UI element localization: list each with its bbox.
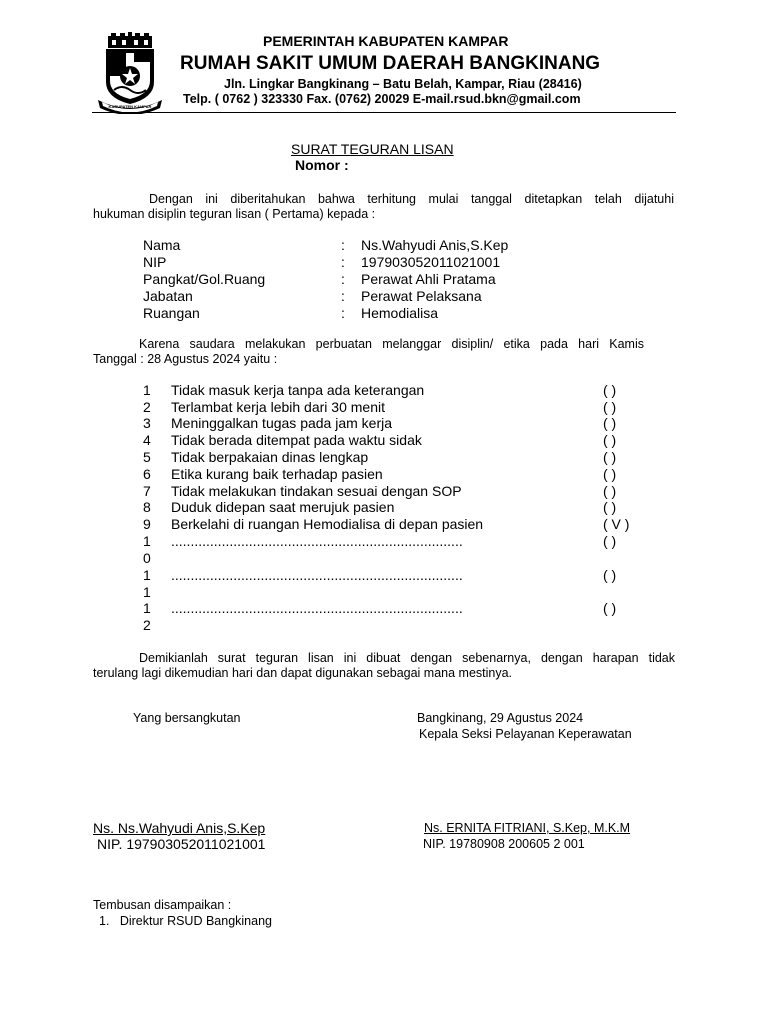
- cc-label: Tembusan disampaikan :: [93, 898, 232, 912]
- violation-text: Meninggalkan tugas pada jam kerja: [171, 415, 393, 431]
- left-signatory-nip: NIP. 197903052011021001: [97, 836, 266, 852]
- intro-line-1: Dengan ini diberitahukan bahwa terhitung mulai tanggal ditetapkan telah dijatuhi: [149, 192, 674, 206]
- cc-item: 1. Direktur RSUD Bangkinang: [99, 914, 272, 928]
- violation-blank: ...........................................................................: [171, 600, 463, 616]
- violation-number: 3: [143, 415, 151, 431]
- violation-text: Etika kurang baik terhadap pasien: [171, 466, 383, 482]
- identity-value-pangkat: Perawat Ahli Pratama: [361, 271, 496, 287]
- letter-number-label: Nomor :: [295, 157, 349, 173]
- violation-blank: ...........................................................................: [171, 533, 463, 549]
- violation-number: 8: [143, 499, 151, 515]
- violation-checkbox: ( ): [603, 466, 617, 482]
- identity-label-jabatan: Jabatan: [143, 288, 193, 304]
- header-rule: [92, 112, 676, 113]
- hospital-contact: Telp. ( 0762 ) 323330 Fax. (0762) 20029 E-mail.rsud.bkn@gmail.com: [183, 92, 581, 106]
- identity-label-ruangan: Ruangan: [143, 305, 200, 321]
- logo-banner-text: KABUPATEN KAMPAR: [108, 104, 152, 109]
- violation-checkbox: ( ): [603, 415, 617, 431]
- violation-checkbox: ( ): [603, 567, 617, 583]
- right-signatory-name: Ns. ERNITA FITRIANI, S.Kep, M.K.M: [424, 821, 631, 835]
- letter-title: SURAT TEGURAN LISAN: [291, 141, 454, 157]
- violation-checkbox: ( ): [603, 483, 617, 499]
- violation-checkbox: ( ): [603, 600, 617, 616]
- left-signatory-name: Ns. Ns.Wahyudi Anis,S.Kep: [93, 820, 266, 836]
- violation-number: 4: [143, 432, 151, 448]
- government-name: PEMERINTAH KABUPATEN KAMPAR: [263, 33, 509, 49]
- kampar-logo: [96, 32, 164, 114]
- right-signature-date: Bangkinang, 29 Agustus 2024: [417, 711, 584, 725]
- violation-number: 10: [143, 533, 151, 566]
- hospital-name: RUMAH SAKIT UMUM DAERAH BANGKINANG: [180, 53, 601, 74]
- right-signatory-nip: NIP. 19780908 200605 2 001: [423, 837, 585, 851]
- violation-checkbox: ( ): [603, 449, 617, 465]
- intro-line-2: hukuman disiplin teguran lisan ( Pertama) kepada :: [93, 207, 376, 221]
- violation-text: Tidak masuk kerja tanpa ada keterangan: [171, 382, 425, 398]
- violation-text: Berkelahi di ruangan Hemodialisa di depan pasien: [171, 516, 484, 532]
- identity-sep: :: [341, 288, 345, 304]
- identity-sep: :: [341, 271, 345, 287]
- closing-line-1: Demikianlah surat teguran lisan ini dibuat dengan sebenarnya, dengan harapan tidak: [139, 651, 675, 665]
- violation-number: 9: [143, 516, 151, 532]
- violation-number: 5: [143, 449, 151, 465]
- violation-number: 12: [143, 600, 151, 633]
- violation-checkbox: ( ): [603, 382, 617, 398]
- violation-checkbox: ( ): [603, 432, 617, 448]
- hospital-address: Jln. Lingkar Bangkinang – Batu Belah, Kampar, Riau (28416): [224, 77, 582, 91]
- reason-line-1: Karena saudara melakukan perbuatan melanggar disiplin/ etika pada hari Kamis: [139, 337, 644, 351]
- violation-text: Tidak berada ditempat pada waktu sidak: [171, 432, 422, 448]
- identity-sep: :: [341, 305, 345, 321]
- identity-label-pangkat: Pangkat/Gol.Ruang: [143, 271, 266, 287]
- identity-value-jabatan: Perawat Pelaksana: [361, 288, 482, 304]
- violation-text: Duduk didepan saat merujuk pasien: [171, 499, 395, 515]
- violation-number: 1: [143, 382, 151, 398]
- violation-checkbox-checked: ( V ): [603, 516, 630, 532]
- violation-text: Tidak melakukan tindakan sesuai dengan SOP: [171, 483, 462, 499]
- violation-blank: ...........................................................................: [171, 567, 463, 583]
- violation-number: 11: [143, 567, 151, 600]
- identity-label-nama: Nama: [143, 237, 181, 253]
- violation-text: Tidak berpakaian dinas lengkap: [171, 449, 369, 465]
- violation-checkbox: ( ): [603, 399, 617, 415]
- violation-number: 6: [143, 466, 151, 482]
- identity-value-nip: 197903052011021001: [361, 254, 501, 270]
- left-signature-title: Yang bersangkutan: [133, 711, 241, 725]
- violation-text: Terlambat kerja lebih dari 30 menit: [171, 399, 385, 415]
- reason-line-2: Tanggal : 28 Agustus 2024 yaitu :: [93, 352, 278, 366]
- identity-label-nip: NIP: [143, 254, 167, 270]
- identity-sep: :: [341, 254, 345, 270]
- identity-value-nama: Ns.Wahyudi Anis,S.Kep: [361, 237, 509, 253]
- closing-line-2: terulang lagi dikemudian hari dan dapat digunakan sebagai mana mestinya.: [93, 666, 513, 680]
- violation-checkbox: ( ): [603, 533, 617, 549]
- identity-sep: :: [341, 237, 345, 253]
- violation-checkbox: ( ): [603, 499, 617, 515]
- right-signature-title: Kepala Seksi Pelayanan Keperawatan: [419, 727, 632, 741]
- violation-number: 7: [143, 483, 151, 499]
- identity-value-ruangan: Hemodialisa: [361, 305, 439, 321]
- violation-number: 2: [143, 399, 151, 415]
